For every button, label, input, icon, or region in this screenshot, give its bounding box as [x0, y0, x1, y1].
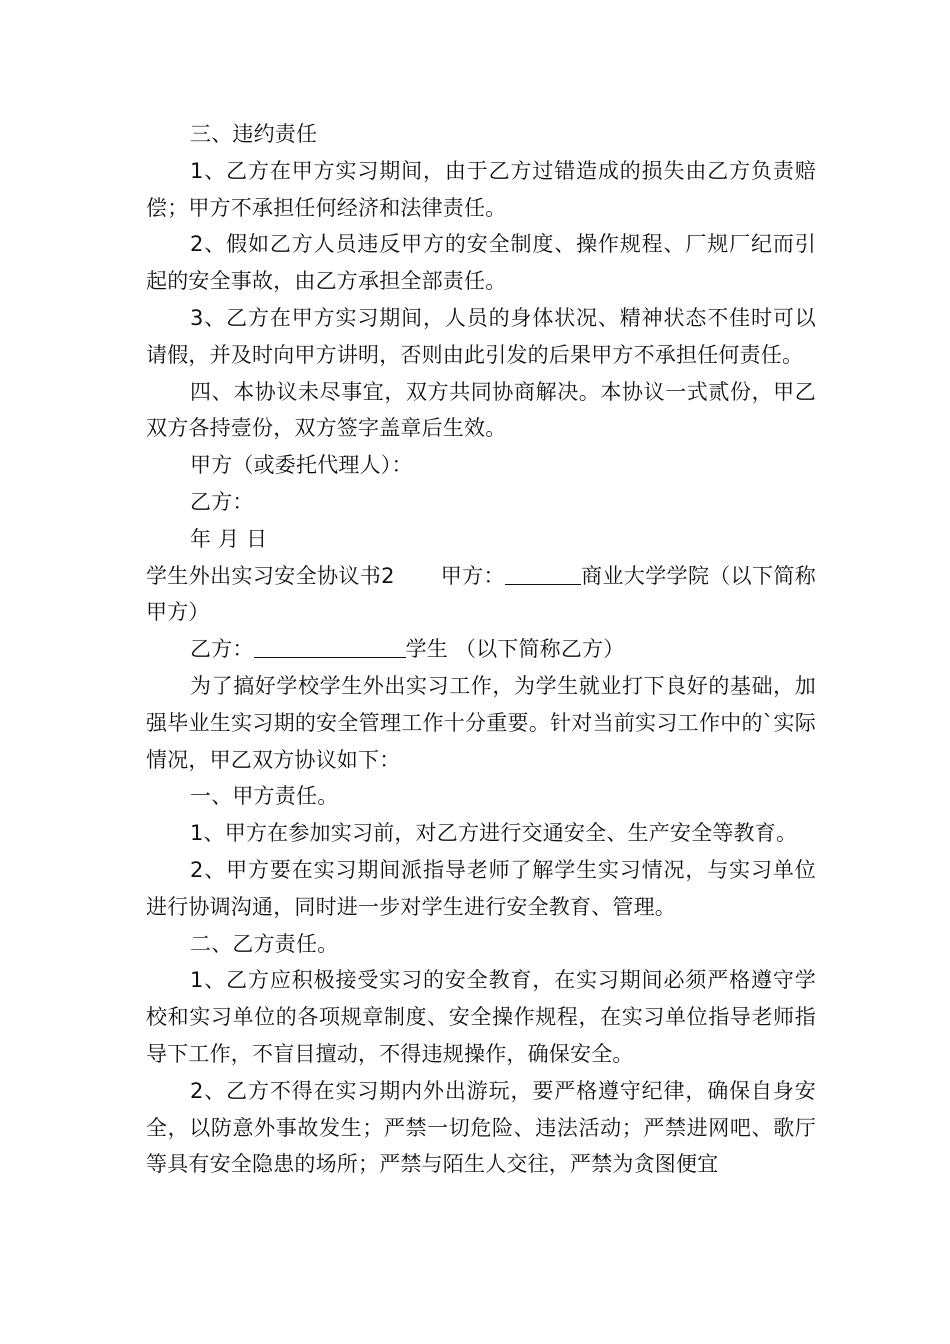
paragraph: 1、甲方在参加实习前，对乙方进行交通安全、生产安全等教育。: [190, 821, 798, 846]
paragraph: 四、本协议未尽事宜，双方共同协商解决。本协议一式贰份，甲乙双方各持壹份，双方签字盖章后生效。: [146, 379, 816, 441]
paragraph-intro: 为了搞好学校学生外出实习工作，为学生就业打下良好的基础，加强毕业生实习期的安全管理工作十分重要。针对当前实习工作中的`实际情况，甲乙双方协议如下：: [146, 673, 816, 772]
paragraph: 2、假如乙方人员违反甲方的安全制度、操作规程、厂规厂纪而引起的安全事故，由乙方承担全部责任。: [146, 232, 816, 294]
party-b-line: [146, 631, 816, 668]
section-heading-party-a: 一、甲方责任。: [190, 784, 339, 809]
section-heading-party-b: 二、乙方责任。: [190, 931, 339, 956]
party-b-text: 学生 （以下简称乙方）: [405, 637, 625, 662]
section-heading-breach: 三、违约责任: [190, 122, 318, 146]
paragraph: 1、乙方应积极接受实习的安全教育，在实习期间必须严格遵守学校和实习单位的各项规章制度、安全操作规程，在实习单位指导老师指导下工作，不盲目擅动，不得违规操作，确保安全。: [146, 968, 816, 1066]
agreement-title-line: [146, 558, 816, 632]
blank-underline: [254, 633, 406, 658]
paragraph: 1、乙方在甲方实习期间，由于乙方过错造成的损失由乙方负责赔偿；甲方不承担任何经济和法律责任。: [146, 158, 816, 220]
signature-party-a: 甲方（或委托代理人）：: [190, 453, 413, 478]
signature-date: 年 月 日: [190, 526, 268, 551]
blank-underline: [505, 560, 581, 585]
paragraph: 3、乙方在甲方实习期间，人员的身体状况、精神状态不佳时可以请假，并及时向甲方讲明，否则由此引发的后果甲方不承担任何责任。: [146, 305, 816, 367]
party-b-label: 乙方：: [190, 637, 254, 662]
signature-party-b: 乙方：: [190, 489, 254, 514]
paragraph: 2、甲方要在实习期间派指导老师了解学生实习情况，与实习单位进行协调沟通，同时进一步对学生进行安全教育、管理。: [146, 857, 816, 919]
paragraph: 2、乙方不得在实习期内外出游玩，要严格遵守纪律，确保自身安全，以防意外事故发生；严禁一切危险、违法活动；严禁进网吧、歌厅等具有安全隐患的场所；严禁与陌生人交往，严禁为贪图便宜: [146, 1078, 816, 1177]
party-a-label: 甲方：: [440, 563, 505, 588]
document-body: [146, 116, 816, 1183]
party-a-text: 商业大学学院（以下简称甲方）: [146, 563, 816, 625]
agreement-title: 学生外出实习安全协议书2: [146, 563, 395, 588]
